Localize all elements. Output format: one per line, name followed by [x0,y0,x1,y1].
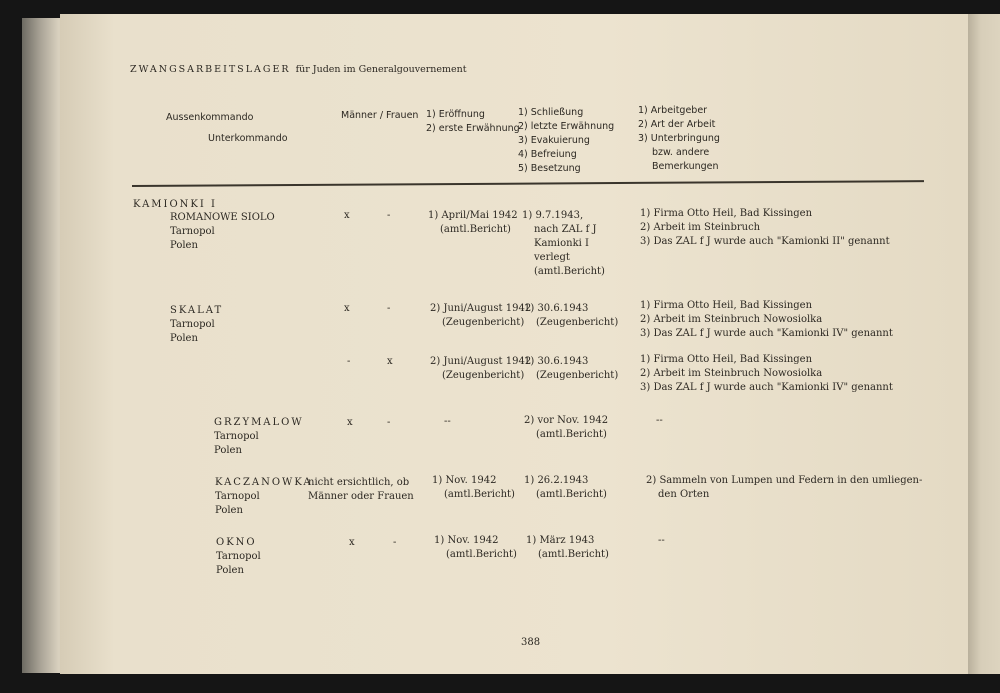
book-page [60,14,968,674]
closing-line: Kamionki I [534,238,589,249]
place-country: Polen [216,565,244,576]
opening-date: 2) Juni/August 1942 [430,356,532,367]
header-remarks-line: bzw. andere [652,147,710,158]
skalat2-closing [524,355,618,383]
closing-source: (Zeugenbericht) [536,370,619,381]
header-opening-line: 2) erste Erwähnung [426,123,520,134]
place-name: OKNO [216,537,257,548]
opening-source: (Zeugenbericht) [442,317,525,328]
closing-line: 1) 9.7.1943, [522,210,584,221]
place-name: KACZANOWKA [215,477,313,488]
header-aussenkommando: Aussenkommando [166,112,254,123]
place-country: Polen [170,333,198,344]
men-mark: x [344,210,350,221]
place-country: Polen [214,445,242,456]
okno-opening [434,534,517,562]
closing-date: 1) 26.2.1943 [524,475,589,486]
opening-date: -- [444,416,451,427]
kaczanowka-remarks [646,474,922,502]
skalat2-remarks [640,353,893,395]
women-mark: - [393,537,397,548]
header-closing-line: 3) Evakuierung [518,135,590,146]
women-mark: - [387,303,391,314]
remark-line: 2) Arbeit im Steinbruch Nowosiolka [640,368,823,379]
opening-source: (amtl.Bericht) [440,224,511,235]
remark-line: 2) Sammeln von Lumpen und Federn in den umliegen- [646,475,923,486]
header-closing-line: 5) Besetzung [518,163,581,174]
kamionki-place [170,211,275,253]
remark-line: 2) Arbeit im Steinbruch Nowosiolka [640,314,823,325]
kamionki-remarks [640,207,890,249]
opening-date: 1) April/Mai 1942 [428,210,518,221]
remark-line: 3) Das ZAL f J wurde auch "Kamionki II" genannt [640,236,890,247]
grzymalow-place [214,416,304,458]
header-closing-line: 4) Befreiung [518,149,577,160]
okno-place [216,536,261,578]
header-sex: Männer / Frauen [341,110,419,121]
kaczanowka-sex [308,476,414,504]
header-rule [132,180,924,186]
sex-note: Männer oder Frauen [308,491,414,502]
closing-line: (amtl.Bericht) [534,266,605,277]
page-title [130,63,467,77]
closing-line: nach ZAL f J [534,224,597,235]
men-mark: x [347,417,353,428]
remark-line: 3) Das ZAL f J wurde auch "Kamionki IV" genannt [640,382,893,393]
header-remarks [638,104,720,174]
remark-line: 3) Das ZAL f J wurde auch "Kamionki IV" genannt [640,328,893,339]
skalat-place [170,304,223,346]
closing-line: verlegt [534,252,570,263]
remark-line: 1) Firma Otto Heil, Bad Kissingen [640,208,813,219]
grzymalow-closing [524,414,608,442]
opening-date: 1) Nov. 1942 [432,475,497,486]
men-mark: x [349,537,355,548]
opening-source: (amtl.Bericht) [444,489,515,500]
header-closing [518,106,614,176]
closing-date: 1) 30.6.1943 [524,303,589,314]
header-remarks-line: Bemerkungen [652,161,719,172]
opening-source: (amtl.Bericht) [446,549,517,560]
place-district: Tarnopol [214,431,259,442]
place-name: GRZYMALOW [214,417,304,428]
facing-page [968,14,1000,674]
skalat2-opening [430,355,531,383]
okno-closing [526,534,609,562]
header-unterkommando: Unterkommando [208,133,288,144]
place-district: Tarnopol [170,226,215,237]
opening-source: (Zeugenbericht) [442,370,525,381]
kaczanowka-place [215,476,313,518]
closing-source: (amtl.Bericht) [536,489,607,500]
remark-line: den Orten [658,489,710,500]
kaczanowka-closing [524,474,607,502]
women-mark: x [387,356,393,367]
remark-line: -- [656,415,663,426]
place-country: Polen [170,240,198,251]
page-title-sub: für Juden im Generalgouvernement [295,64,467,75]
camp-name: KAMIONKI I [133,199,217,210]
women-mark: - [387,210,391,221]
closing-date: 2) vor Nov. 1942 [524,415,609,426]
opening-date: 1) Nov. 1942 [434,535,499,546]
header-closing-line: 1) Schließung [518,107,584,118]
page-number: 388 [521,637,541,648]
place-country: Polen [215,505,243,516]
place-district: Tarnopol [216,551,261,562]
remark-line: 1) Firma Otto Heil, Bad Kissingen [640,354,813,365]
women-mark: - [387,417,391,428]
kaczanowka-opening [432,474,515,502]
place-district: Tarnopol [215,491,260,502]
place-district: Tarnopol [170,319,215,330]
remark-line: -- [658,535,665,546]
skalat1-remarks [640,299,893,341]
header-remarks-line: 1) Arbeitgeber [638,105,708,116]
remark-line: 2) Arbeit im Steinbruch [640,222,761,233]
closing-source: (amtl.Bericht) [536,429,607,440]
header-closing-line: 2) letzte Erwähnung [518,121,615,132]
men-mark: x [344,303,350,314]
closing-source: (Zeugenbericht) [536,317,619,328]
closing-source: (amtl.Bericht) [538,549,609,560]
closing-date: 1) März 1943 [526,535,595,546]
place-name: ROMANOWE SIOLO [170,212,275,223]
page-title-main: ZWANGSARBEITSLAGER [130,64,291,75]
skalat1-opening [430,302,531,330]
kamionki-closing [522,209,605,279]
remark-line: 1) Firma Otto Heil, Bad Kissingen [640,300,813,311]
header-opening [426,108,520,136]
kamionki-opening [428,209,518,237]
place-name: SKALAT [170,305,224,316]
header-remarks-line: 2) Art der Arbeit [638,119,716,130]
sex-note: nicht ersichtlich, ob [308,477,410,488]
header-opening-line: 1) Eröffnung [426,109,485,120]
men-mark: - [347,356,351,367]
opening-date: 2) Juni/August 1942 [430,303,532,314]
skalat1-closing [524,302,618,330]
header-remarks-line: 3) Unterbringung [638,133,720,144]
closing-date: 1) 30.6.1943 [524,356,589,367]
